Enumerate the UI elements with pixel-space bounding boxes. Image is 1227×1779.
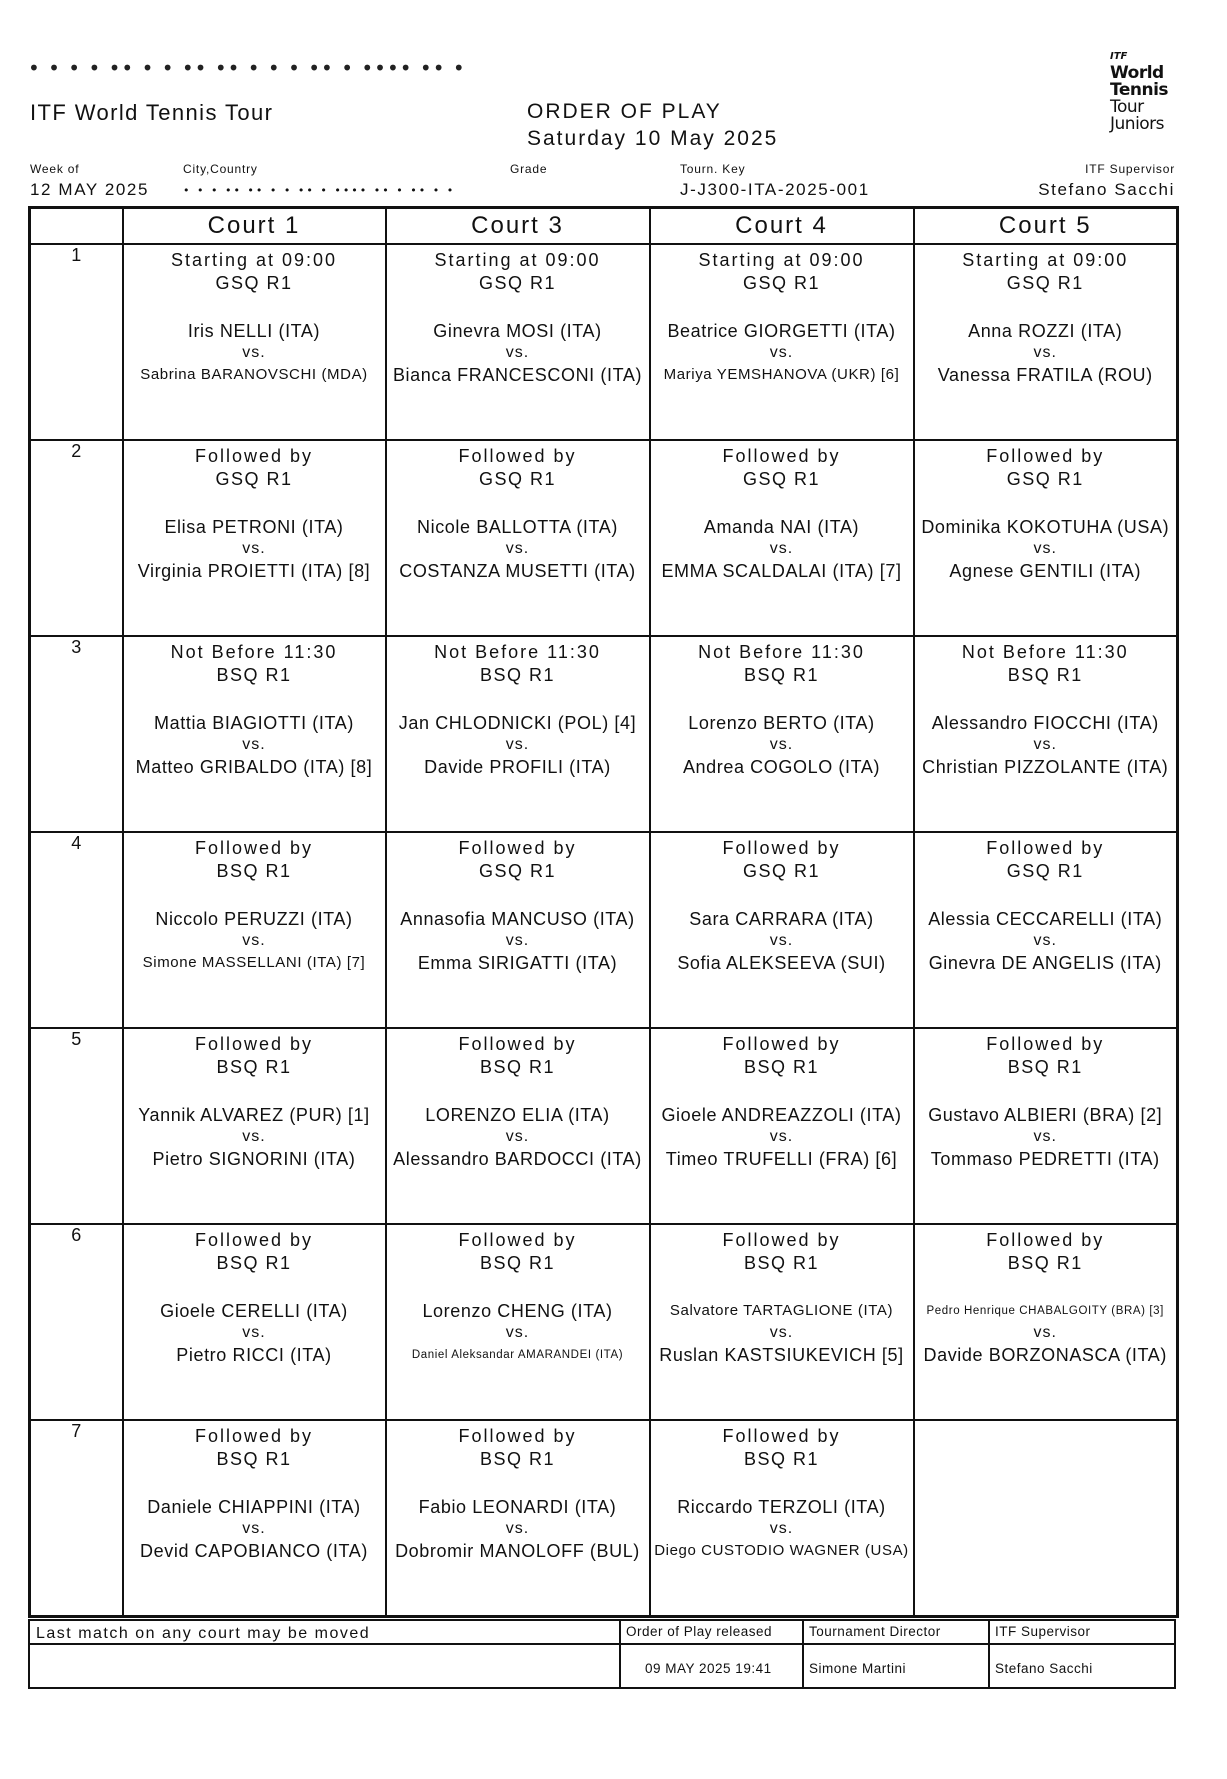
player-one: Annasofia MANCUSO (ITA) [400,909,635,929]
match-order-number: 2 [30,440,123,636]
match-time: Followed by [194,1034,314,1054]
versus-label: vs. [242,1128,266,1145]
player-two: Emma SIRIGATTI (ITA) [417,953,618,973]
versus-label: vs. [769,932,794,949]
player-one: Riccardo TERZOLI (ITA) [677,1497,886,1517]
director-value: Simone Martini [809,1661,907,1676]
versus-label: vs. [769,1520,794,1537]
player-one: Jan CHLODNICKI (POL) [4] [398,713,637,733]
match-time: Starting at 09:00 [434,250,601,270]
player-two: Simone MASSELLANI (ITA) [7] [142,954,366,971]
match-time: Followed by [722,1426,841,1446]
match-row [30,832,1178,1028]
versus-label: vs. [769,736,794,753]
match-round: GSQ R1 [478,273,557,293]
match-round: GSQ R1 [1006,469,1084,489]
versus-label: vs. [1033,344,1057,361]
match-time: Followed by [194,446,314,466]
match-time: Followed by [722,838,841,858]
match-time: Not Before 11:30 [170,642,338,662]
supervisor-label: ITF Supervisor [1085,162,1175,176]
match-cell [123,636,386,832]
obscured-tournament-name: • • • • •• • • •• •• • • • •• • •••• •• • [28,56,466,80]
player-two: Devid CAPOBIANCO (ITA) [140,1541,368,1561]
player-two: Alessandro BARDOCCI (ITA) [393,1149,642,1169]
match-order-number: 6 [30,1224,123,1420]
match-time: Followed by [458,1034,577,1054]
versus-label: vs. [1033,540,1057,557]
match-cell [914,1420,1178,1616]
versus-label: vs. [505,932,530,949]
player-two: Timeo TRUFELLI (FRA) [6] [665,1149,898,1169]
court-header: Court 4 [650,208,914,245]
match-cell [123,440,386,636]
match-cell [650,440,914,636]
match-time: Not Before 11:30 [698,642,865,662]
match-cell [914,1028,1178,1224]
match-cell [123,244,386,440]
versus-label: vs. [505,344,530,361]
director-label: Tournament Director [804,1621,990,1645]
versus-label: vs. [242,540,266,557]
match-round: GSQ R1 [742,273,821,293]
match-order-number: 7 [30,1420,123,1616]
player-two: Sabrina BARANOVSCHI (MDA) [140,366,368,383]
court-header: Court 5 [914,208,1178,245]
versus-label: vs. [769,540,794,557]
match-cell [123,832,386,1028]
player-two: COSTANZA MUSETTI (ITA) [399,561,636,581]
match-order-number: 1 [30,244,123,440]
versus-label: vs. [1033,736,1057,753]
tourn-key-label: Tourn. Key [680,162,746,176]
match-time: Starting at 09:00 [170,250,338,270]
match-cell [386,1420,650,1616]
player-two: Agnese GENTILI (ITA) [949,561,1142,581]
match-round: GSQ R1 [742,861,821,881]
match-time: Followed by [458,1230,577,1250]
match-cell [914,636,1178,832]
match-cell [123,1028,386,1224]
released-cell [619,1621,804,1687]
match-round: BSQ R1 [479,665,556,685]
match-row [30,244,1178,440]
footer-note: Last match on any court may be moved [36,1625,371,1642]
player-two: Dobromir MANOLOFF (BUL) [395,1541,640,1561]
player-two: Ginevra DE ANGELIS (ITA) [928,953,1162,973]
match-order-number: 3 [30,636,123,832]
match-cell [386,244,650,440]
player-two: Davide BORZONASCA (ITA) [923,1345,1167,1365]
supervisor-value: Stefano Sacchi [1038,180,1175,199]
player-one: LORENZO ELIA (ITA) [425,1105,610,1125]
match-cell [914,440,1178,636]
player-one: Fabio LEONARDI (ITA) [418,1497,617,1517]
player-one: Salvatore TARTAGLIONE (ITA) [669,1302,894,1319]
footer-box [28,1619,1176,1689]
match-order-number: 4 [30,832,123,1028]
match-cell [123,1224,386,1420]
player-two: Diego CUSTODIO WAGNER (USA) [654,1542,909,1559]
match-cell [914,1224,1178,1420]
week-of-value: 12 MAY 2025 [30,180,150,199]
match-time: Followed by [986,1230,1105,1250]
versus-label: vs. [242,344,266,361]
player-two: EMMA SCALDALAI (ITA) [7] [661,561,902,581]
match-time: Not Before 11:30 [434,642,601,662]
versus-label: vs. [769,344,794,361]
match-cell [650,1224,914,1420]
play-date: Saturday 10 May 2025 [527,127,779,150]
versus-label: vs. [242,1520,266,1537]
match-round: BSQ R1 [1007,665,1083,685]
match-round: BSQ R1 [479,1449,556,1469]
match-time: Followed by [722,446,841,466]
versus-label: vs. [242,736,266,753]
match-row [30,1028,1178,1224]
match-round: BSQ R1 [743,1449,820,1469]
player-one: Nicole BALLOTTA (ITA) [417,517,618,537]
match-cell [650,1420,914,1616]
player-two: Vanessa FRATILA (ROU) [937,365,1153,385]
versus-label: vs. [1033,932,1057,949]
versus-label: vs. [1033,1128,1057,1145]
versus-label: vs. [505,1324,530,1341]
match-cell [650,832,914,1028]
player-two: Sofia ALEKSEEVA (SUI) [677,953,886,973]
city-label: City,Country [183,162,258,176]
player-one: Lorenzo CHENG (ITA) [422,1301,613,1321]
player-two: Ruslan KASTSIUKEVICH [5] [659,1345,904,1365]
match-cell [386,832,650,1028]
match-cell [123,1420,386,1616]
match-round: GSQ R1 [742,469,821,489]
match-round: BSQ R1 [743,1057,820,1077]
match-round: BSQ R1 [216,665,292,685]
player-one: Mattia BIAGIOTTI (ITA) [154,713,354,733]
player-two: Andrea COGOLO (ITA) [682,757,881,777]
match-cell [386,1028,650,1224]
released-label: Order of Play released [621,1621,804,1645]
court-header: Court 3 [386,208,650,245]
city-value: • • • •• •• • • •• • •••• •• • •• • • [183,184,456,197]
footer-supervisor-cell [988,1621,1176,1687]
footer-supervisor-value: Stefano Sacchi [995,1661,1093,1676]
player-one: Alessandro FIOCCHI (ITA) [931,713,1159,733]
player-two: Daniel Aleksandar AMARANDEI (ITA) [411,1349,624,1361]
match-round: GSQ R1 [1006,273,1084,293]
match-time: Followed by [194,1230,314,1250]
match-time: Followed by [986,1034,1105,1054]
match-time: Followed by [194,838,314,858]
grade-label: Grade [510,162,548,176]
versus-label: vs. [505,1520,530,1537]
match-round: BSQ R1 [479,1253,556,1273]
match-row [30,1224,1178,1420]
player-one: Elisa PETRONI (ITA) [164,517,344,537]
match-time: Followed by [986,446,1105,466]
player-one: Gustavo ALBIERI (BRA) [2] [928,1105,1163,1125]
player-one: Gioele CERELLI (ITA) [160,1301,348,1321]
match-order-number: 5 [30,1028,123,1224]
versus-label: vs. [1033,1324,1057,1341]
player-one: Dominika KOKOTUHA (USA) [921,517,1170,537]
match-cell [386,440,650,636]
versus-label: vs. [769,1324,794,1341]
match-cell [914,832,1178,1028]
match-time: Followed by [722,1230,841,1250]
player-two: Matteo GRIBALDO (ITA) [8] [135,757,373,777]
match-row [30,636,1178,832]
player-one: Sara CARRARA (ITA) [689,909,874,929]
match-time: Followed by [458,838,577,858]
match-round: BSQ R1 [1007,1057,1083,1077]
released-value: 09 MAY 2025 19:41 [645,1661,772,1676]
match-time: Followed by [986,838,1105,858]
match-time: Followed by [458,446,577,466]
versus-label: vs. [769,1128,794,1145]
player-one: Amanda NAI (ITA) [703,517,860,537]
player-one: Beatrice GIORGETTI (ITA) [667,321,896,341]
match-time: Starting at 09:00 [698,250,865,270]
versus-label: vs. [505,736,530,753]
match-cell [650,244,914,440]
match-cell [914,244,1178,440]
week-of-label: Week of [30,162,80,176]
player-one: Alessia CECCARELLI (ITA) [928,909,1163,929]
match-round: BSQ R1 [743,1253,820,1273]
player-one: Anna ROZZI (ITA) [968,321,1123,341]
director-cell [802,1621,990,1687]
versus-label: vs. [505,1128,530,1145]
player-one: Daniele CHIAPPINI (ITA) [147,1497,361,1517]
match-round: BSQ R1 [743,665,820,685]
player-two: Christian PIZZOLANTE (ITA) [922,757,1169,777]
match-row [30,1420,1178,1616]
player-one: Gioele ANDREAZZOLI (ITA) [661,1105,902,1125]
order-of-play-table [28,206,1179,1618]
tour-name: ITF World Tennis Tour [30,100,274,125]
player-two: Mariya YEMSHANOVA (UKR) [6] [663,366,900,383]
player-one: Yannik ALVAREZ (PUR) [1] [138,1105,370,1125]
match-round: GSQ R1 [215,469,293,489]
match-round: GSQ R1 [1006,861,1084,881]
match-cell [650,1028,914,1224]
match-round: BSQ R1 [479,1057,556,1077]
versus-label: vs. [242,932,266,949]
itf-juniors-logo: ITF World Tennis Tour Juniors [1110,51,1169,134]
match-round: GSQ R1 [478,861,557,881]
player-one: Ginevra MOSI (ITA) [433,321,602,341]
player-one: Niccolo PERUZZI (ITA) [155,909,353,929]
page-title: ORDER OF PLAY [527,100,722,123]
match-round: GSQ R1 [215,273,293,293]
corner-cell [30,208,123,245]
match-time: Followed by [194,1426,314,1446]
match-round: BSQ R1 [216,1253,292,1273]
player-two: Pietro RICCI (ITA) [176,1345,332,1365]
match-round: BSQ R1 [1007,1253,1083,1273]
court-header: Court 1 [123,208,386,245]
player-two: Davide PROFILI (ITA) [424,757,611,777]
match-cell [386,1224,650,1420]
player-one: Lorenzo BERTO (ITA) [688,713,875,733]
match-time: Not Before 11:30 [961,642,1129,662]
match-time: Followed by [458,1426,577,1446]
match-cell [650,636,914,832]
match-row [30,440,1178,636]
player-two: Virginia PROIETTI (ITA) [8] [137,561,371,581]
match-round: BSQ R1 [216,1057,292,1077]
player-one: Iris NELLI (ITA) [187,321,321,341]
match-time: Starting at 09:00 [962,250,1129,270]
player-one: Pedro Henrique CHABALGOITY (BRA) [3] [926,1305,1164,1317]
player-two: Pietro SIGNORINI (ITA) [152,1149,356,1169]
versus-label: vs. [242,1324,266,1341]
match-round: GSQ R1 [478,469,557,489]
player-two: Bianca FRANCESCONI (ITA) [392,365,643,385]
match-round: BSQ R1 [216,1449,292,1469]
tourn-key-value: J-J300-ITA-2025-001 [680,180,870,199]
match-time: Followed by [722,1034,841,1054]
player-two: Tommaso PEDRETTI (ITA) [930,1149,1160,1169]
footer-supervisor-label: ITF Supervisor [990,1621,1176,1645]
match-cell [386,636,650,832]
match-round: BSQ R1 [216,861,292,881]
versus-label: vs. [505,540,530,557]
